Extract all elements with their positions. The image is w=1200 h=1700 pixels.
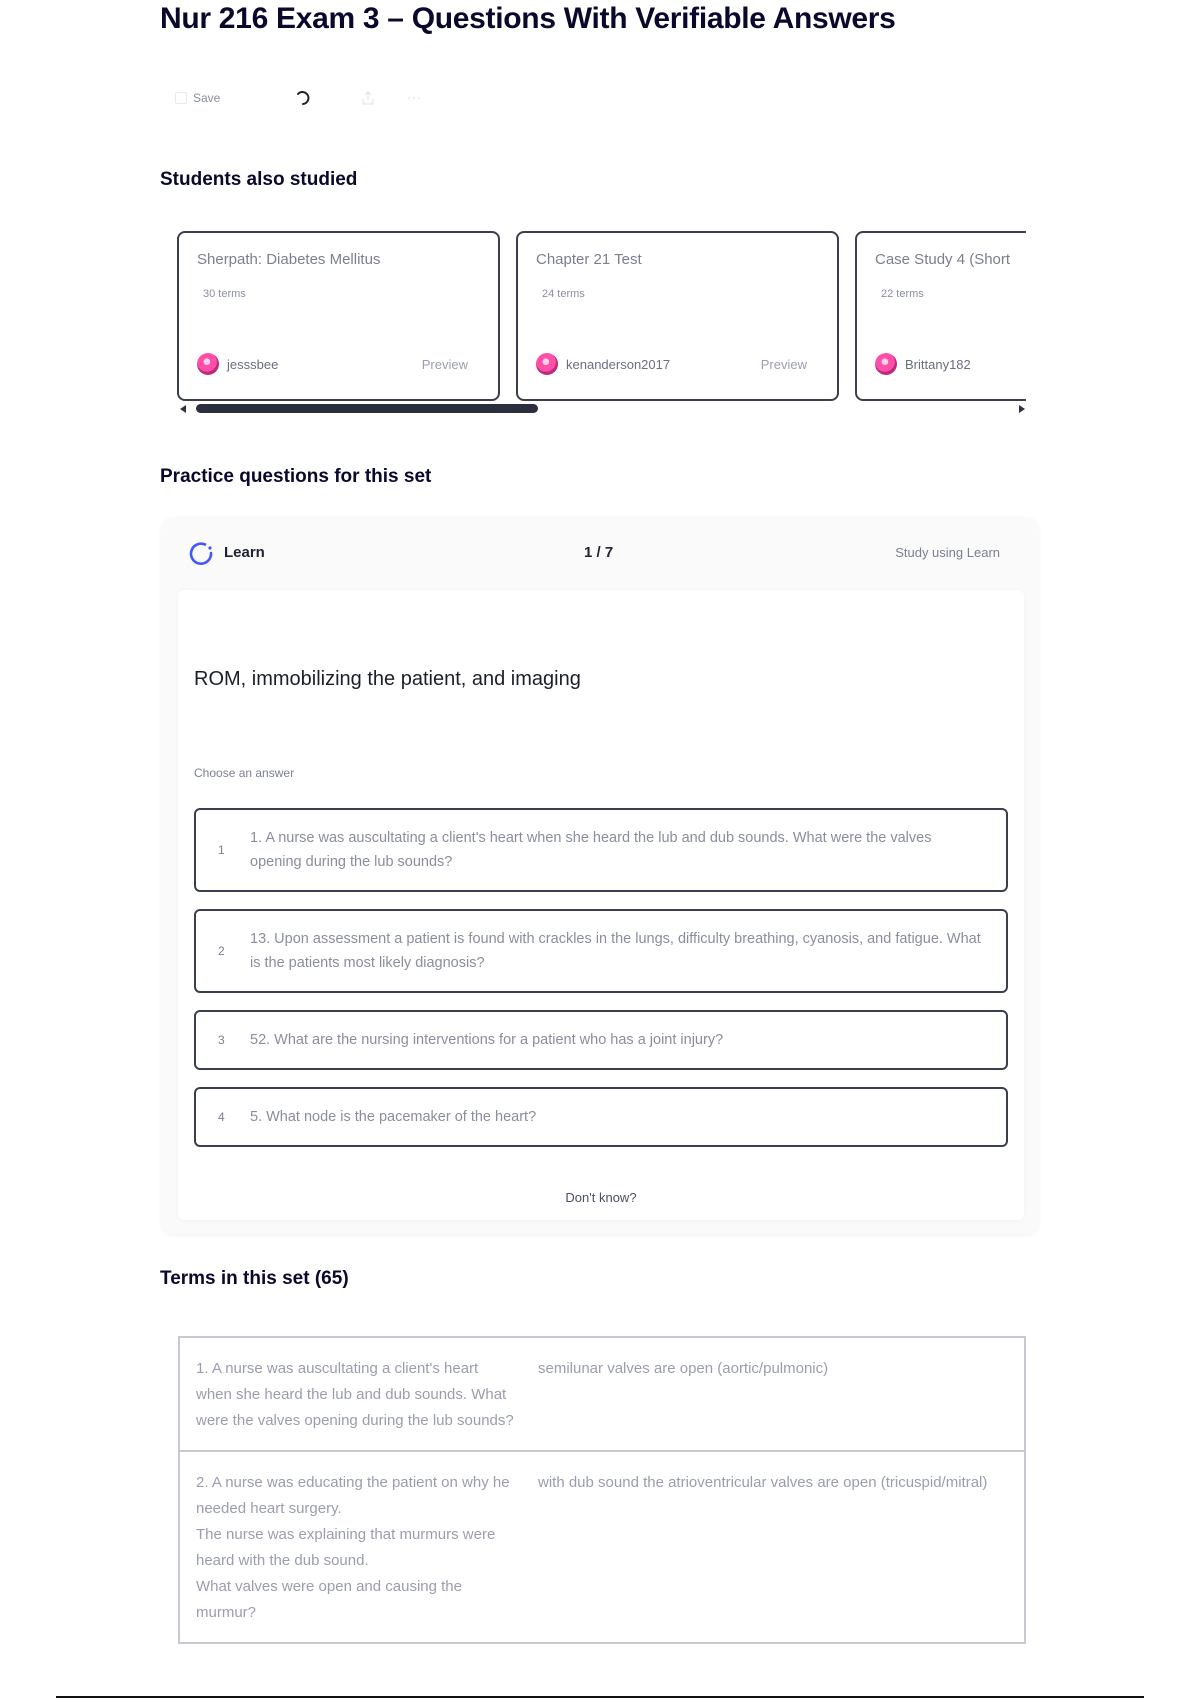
study-set-card[interactable] xyxy=(177,231,500,401)
terms-list xyxy=(178,1336,1026,1644)
card-title: Chapter 21 Test xyxy=(536,251,642,268)
term-text xyxy=(196,1470,538,1626)
preview-button[interactable]: Preview xyxy=(421,356,468,372)
learn-mode-label: Learn xyxy=(224,544,265,561)
question-progress: 1 / 7 xyxy=(584,544,614,561)
option-number: 4 xyxy=(218,1110,225,1124)
save-label: Save xyxy=(193,91,221,105)
option-number: 3 xyxy=(218,1033,225,1047)
also-studied-heading: Students also studied xyxy=(160,169,358,190)
terms-heading: Terms in this set (65) xyxy=(160,1268,349,1289)
term-line: The nurse was explaining that murmurs were heard with the dub sound. xyxy=(196,1526,496,1569)
dont-know-button[interactable]: Don't know? xyxy=(565,1190,637,1205)
study-using-learn-link[interactable]: Study using Learn xyxy=(895,545,1000,560)
card-footer xyxy=(197,353,468,375)
save-button[interactable] xyxy=(175,91,220,105)
share-icon[interactable] xyxy=(360,90,376,106)
learn-icon xyxy=(188,540,214,566)
avatar xyxy=(536,353,558,375)
card-footer xyxy=(875,353,1026,375)
term-text: 1. A nurse was auscultating a client's heart when she heard the lub and dub sounds. What were the valves opening during the lub sounds? xyxy=(196,1360,514,1429)
carousel-scrollbar[interactable] xyxy=(180,403,1025,415)
scrollbar-thumb[interactable] xyxy=(196,404,538,413)
loading-spinner-icon xyxy=(294,89,312,107)
card-footer xyxy=(536,353,807,375)
save-icon xyxy=(175,92,187,104)
practice-panel xyxy=(162,518,1038,1234)
term-definition: with dub sound the atrioventricular valves are open (tricuspid/mitral) xyxy=(538,1474,988,1491)
term-line: What valves were open and causing the murmur? xyxy=(196,1578,462,1621)
option-text: 5. What node is the pacemaker of the heart? xyxy=(250,1109,537,1125)
term-definition: semilunar valves are open (aortic/pulmonic) xyxy=(538,1360,829,1377)
answer-option[interactable] xyxy=(194,909,1008,993)
preview-button[interactable]: Preview xyxy=(760,356,807,372)
answer-option[interactable] xyxy=(194,1087,1008,1147)
option-text: 52. What are the nursing interventions for a patient who has a joint injury? xyxy=(250,1032,724,1048)
card-term-count: 24 terms xyxy=(542,288,585,300)
question-prompt: ROM, immobilizing the patient, and imaging xyxy=(194,668,581,690)
card-term-count: 30 terms xyxy=(203,288,246,300)
avatar xyxy=(197,353,219,375)
study-set-carousel xyxy=(177,230,1026,402)
option-text: 13. Upon assessment a patient is found with crackles in the lungs, difficulty breathing, cyanosis, and fatigue. What is the patients most likely diagnosis? xyxy=(250,931,981,971)
option-number: 1 xyxy=(218,843,225,857)
option-text: 1. A nurse was auscultating a client's heart when she heard the lub and dub sounds. What were the valves opening during the lub sounds? xyxy=(250,830,932,870)
practice-heading: Practice questions for this set xyxy=(160,466,432,487)
option-number: 2 xyxy=(218,944,225,958)
card-author[interactable]: Brittany182 xyxy=(905,356,971,372)
scroll-right-icon[interactable] xyxy=(1019,405,1025,413)
term-line: 2. A nurse was educating the patient on why he needed heart surgery. xyxy=(196,1474,510,1517)
choose-answer-label: Choose an answer xyxy=(194,766,295,780)
card-title: Sherpath: Diabetes Mellitus xyxy=(197,251,381,268)
card-term-count: 22 terms xyxy=(881,288,924,300)
study-set-card[interactable] xyxy=(855,231,1026,401)
card-author[interactable]: kenanderson2017 xyxy=(566,356,671,372)
study-set-card[interactable] xyxy=(516,231,839,401)
card-title: Case Study 4 (Short xyxy=(875,251,1011,268)
answer-option[interactable] xyxy=(194,808,1008,892)
scroll-left-icon[interactable] xyxy=(180,405,186,413)
term-row xyxy=(180,1338,1024,1450)
answer-option[interactable] xyxy=(194,1010,1008,1070)
more-options-icon[interactable] xyxy=(406,90,422,106)
card-author[interactable]: jesssbee xyxy=(227,356,279,372)
term-row xyxy=(180,1450,1024,1642)
action-bar xyxy=(175,84,422,112)
page-divider xyxy=(56,1696,1144,1698)
avatar xyxy=(875,353,897,375)
question-card xyxy=(178,590,1024,1220)
page-title: Nur 216 Exam 3 – Questions With Verifiable Answers xyxy=(160,2,896,35)
